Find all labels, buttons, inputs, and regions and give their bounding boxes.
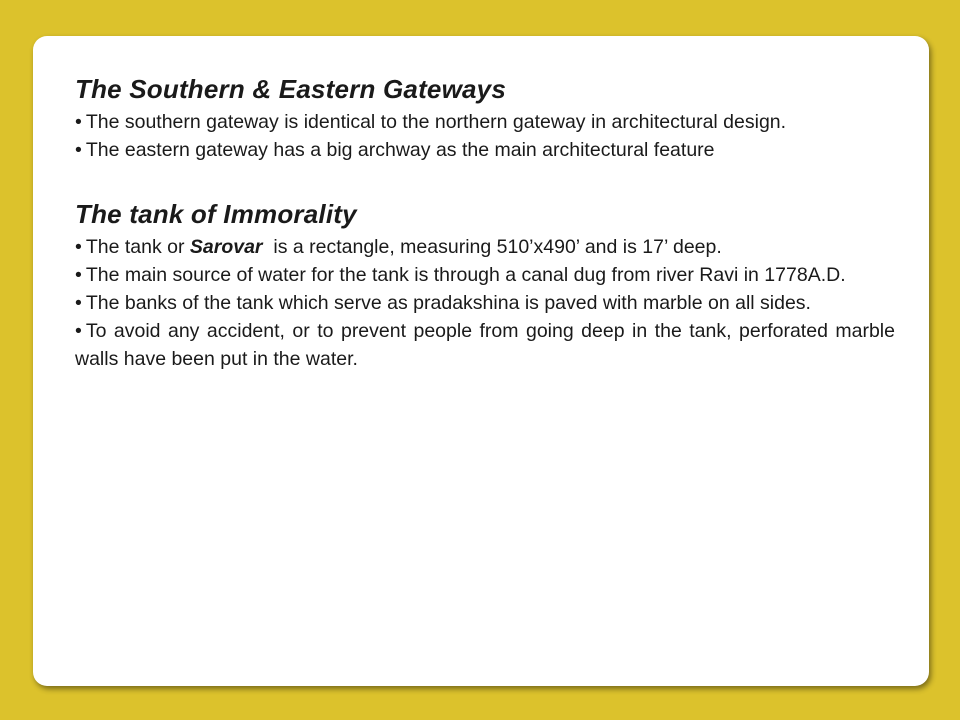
bullet-text: The eastern gateway has a big archway as the main architectural feature [85, 139, 715, 161]
bullet-item [75, 233, 895, 261]
bullet-text: The southern gateway is identical to the northern gateway in architectural design. [85, 111, 787, 133]
bullet-item [75, 261, 895, 289]
section-title-gateways: The Southern & Eastern Gateways [75, 74, 506, 104]
bullet-mark: • [75, 111, 82, 133]
section-title-tank: The tank of Immorality [75, 199, 357, 229]
bullet-mark: • [75, 139, 82, 161]
bullet-text: The main source of water for the tank is through a canal dug from river Ravi in 1778A.D. [85, 264, 846, 286]
slide-content [75, 70, 895, 373]
bullet-text-after: is a rectangle, measuring 510’x490’ and is 17’ deep. [262, 236, 722, 258]
bullet-mark: • [75, 292, 82, 314]
sarovar-term: Sarovar [189, 236, 263, 258]
bullet-mark: • [75, 264, 82, 286]
bullet-text-before: The tank or [85, 236, 190, 258]
bullet-item [75, 108, 895, 136]
bullet-mark: • [75, 236, 82, 258]
bullet-mark: • [75, 320, 82, 342]
bullet-text: The banks of the tank which serve as pradakshina is paved with marble on all sides. [85, 292, 811, 314]
bullet-text: To avoid any accident, or to prevent people from going deep in the tank, perforated marble walls have been put in the water. [75, 320, 895, 370]
bullet-item [75, 136, 895, 164]
bullet-item [75, 317, 895, 373]
bullet-item [75, 289, 895, 317]
